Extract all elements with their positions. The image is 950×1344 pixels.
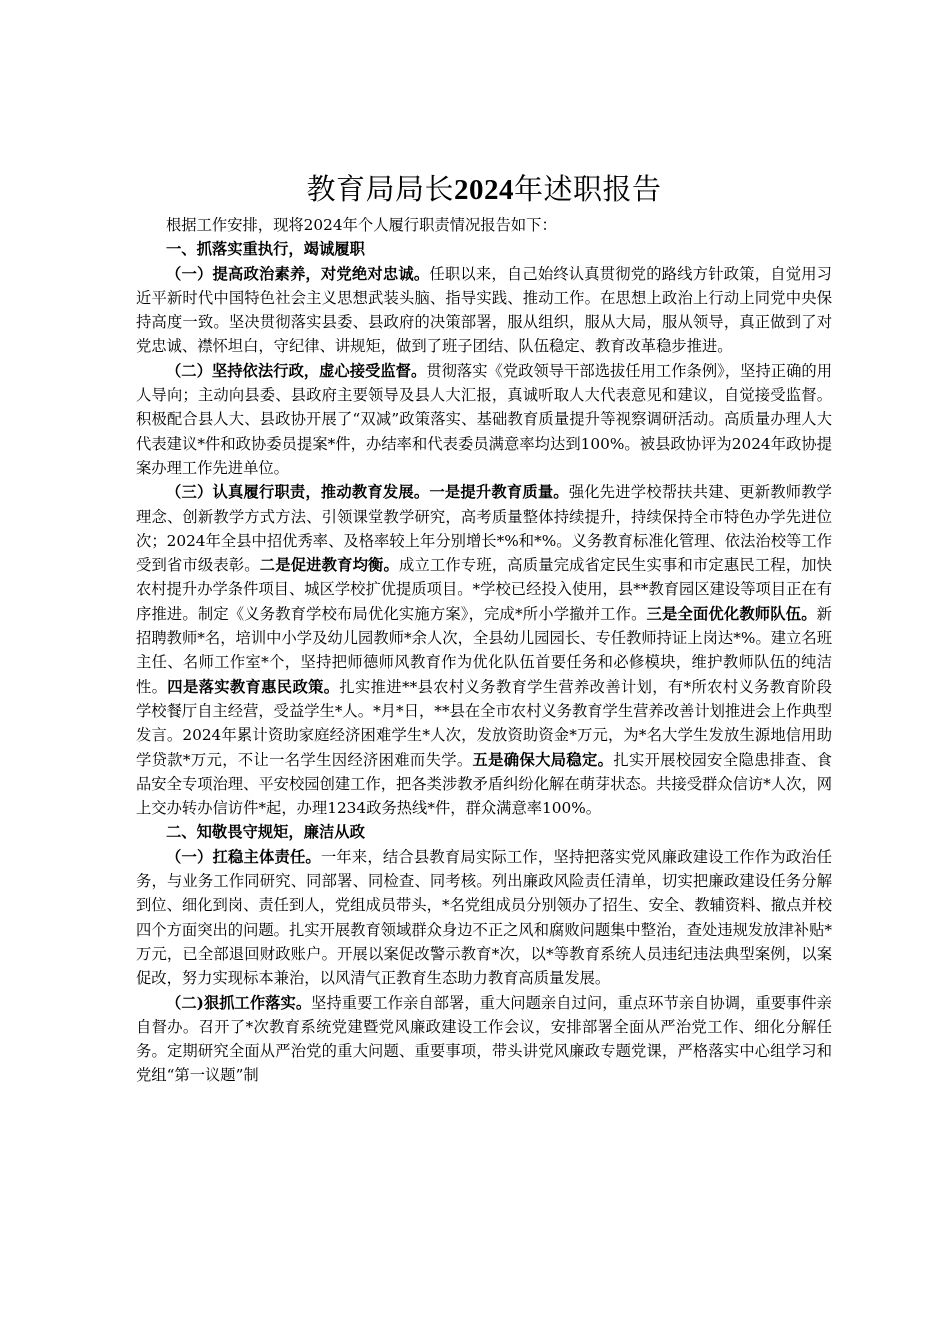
point-4-lead: 四是落实教育惠民政策。 [167, 677, 340, 696]
section-1-paragraph-3 [136, 480, 832, 820]
section-2-paragraph-1 [136, 845, 832, 991]
title-suffix: 年述职报告 [514, 172, 662, 206]
point-3-lead: 三是全面优化教师队伍。 [646, 604, 817, 623]
point-2-lead: 二是促进教育均衡。 [259, 556, 399, 575]
point-5-text: 扎实开展校园安全隐患排查、食品安全专项治理、平安校园创建工作，把各类涉教矛盾纠纷化解在萌芽状态。共接受群众信访*人次，网上交办转办信访件*起，办理1234政务热线*件，群众满意率100%。 [136, 750, 833, 818]
paragraph-text: 贯彻落实《党政领导干部选拔任用工作条例》，坚持正确的用人导向；主动向县委、县政府主要领导及县人大汇报，真诚听取人大代表意见和建议，自觉接受监督。积极配合县人大、县政协开展了“双减”政策落实、基础教育质量提升等视察调研活动。高质量办理人大代表建议*件和政协委员提案*件，办结率和代表委员满意率均达到100%。被县政协评为2024年政协提案办理工作先进单位。 [136, 361, 832, 477]
section-2-heading: 二、知敬畏守规矩，廉洁从政 [166, 823, 365, 842]
document-title [136, 168, 832, 211]
paragraph-lead: （一）提高政治素养，对党绝对忠诚。 [166, 264, 430, 283]
paragraph-lead: （三）认真履行职责，推动教育发展。 [166, 483, 430, 502]
point-5-lead: 五是确保大局稳定。 [472, 750, 614, 769]
point-3-text: 新招聘教师*名，培训中小学及幼儿园教师*余人次，全县幼儿园园长、专任教师持证上岗达*%。建立名班主任、名师工作室*个，坚持把师德师风教育作为优化队伍首要任务和必修模块，维护教师队伍的纯洁性。 [136, 604, 832, 696]
point-2-text: 成立工作专班，高质量完成省定民生实事和市定惠民工程，加快农村提升办学条件项目、城区学校扩优提质项目。*学校已经投入使用，县**教育园区建设等项目正在有序推进。制定《义务教育学校布局优化实施方案》，完成*所小学撤并工作。 [136, 556, 833, 623]
document-page [136, 168, 832, 1088]
title-prefix: 教育局局长 [306, 172, 454, 206]
paragraph-text: 任职以来，自己始终认真贯彻党的路线方针政策，自觉用习近平新时代中国特色社会主义思想武装头脑、指导实践、推动工作。在思想上政治上行动上同党中央保持高度一致。坚决贯彻落实县委、县政府的决策部署，服从组织，服从大局，服从领导，真正做到了对党忠诚、襟怀坦白，守纪律、讲规矩，做到了班子团结、队伍稳定、教育改革稳步推进。 [136, 264, 832, 356]
section-1-paragraph-2 [136, 359, 832, 480]
section-2-paragraph-2 [136, 991, 832, 1088]
section-1-heading: 一、抓落实重执行，竭诚履职 [166, 240, 365, 259]
paragraph-lead: （一）扛稳主体责任。 [166, 847, 321, 866]
intro-paragraph: 根据工作安排，现将2024年个人履行职责情况报告如下： [166, 216, 557, 234]
point-4-text: 扎实推进**县农村义务教育学生营养改善计划，有*所农村义务教育阶段学校餐厅自主经营，受益学生*人。*月*日，**县在全市农村义务教育学生营养改善计划推进会上作典型发言。2024年累计资助家庭经济困难学生*人次，发放资助资金*万元，为*名大学生发放生源地信用助学贷款*万元，不让一名学生因经济困难而失学。 [136, 677, 833, 769]
paragraph-text: 坚持重要工作亲自部署，重大问题亲自过问，重点环节亲自协调，重要事件亲自督办。召开了*次教育系统党建暨党风廉政建设工作会议，安排部署全面从严治党工作、细化分解任务。定期研究全面从严治党的重大问题、重要事项，带头讲党风廉政专题党课，严格落实中心组学习和党组“第一议题”制 [136, 993, 832, 1085]
point-1-lead: 一是提升教育质量。 [429, 483, 569, 502]
paragraph-lead: （二）坚持依法行政，虚心接受监督。 [166, 361, 427, 380]
point-1-text: 强化先进学校帮扶共建、更新教师教学理念、创新教学方式方法、引领课堂教学研究，高考质量整体持续提升，持续保持全市特色办学先进位次；2024年全县中招优秀率、及格率较上年分别增长*%和*%。义务教育标准化管理、依法治校等工作受到省市级表彰。 [136, 483, 832, 575]
title-year: 2024 [454, 174, 514, 206]
paragraph-text: 一年来，结合县教育局实际工作，坚持把落实党风廉政建设工作作为政治任务，与业务工作同研究、同部署、同检查、同考核。列出廉政风险责任清单，切实把廉政建设任务分解到位、细化到岗、责任到人，党组成员带头，*名党组成员分别领办了招生、安全、教辅资料、撤点并校四个方面突出的问题。扎实开展教育领域群众身边不正之风和腐败问题集中整治，查处违规发放津补贴*万元，已全部退回财政账户。开展以案促改警示教育*次，以*等教育系统人员违纪违法典型案例，以案促改，努力实现标本兼治，以风清气正教育生态助力教育高质量发展。 [136, 847, 833, 988]
section-1-paragraph-1 [136, 262, 832, 359]
paragraph-lead: （二)狠抓工作落实。 [166, 993, 312, 1012]
